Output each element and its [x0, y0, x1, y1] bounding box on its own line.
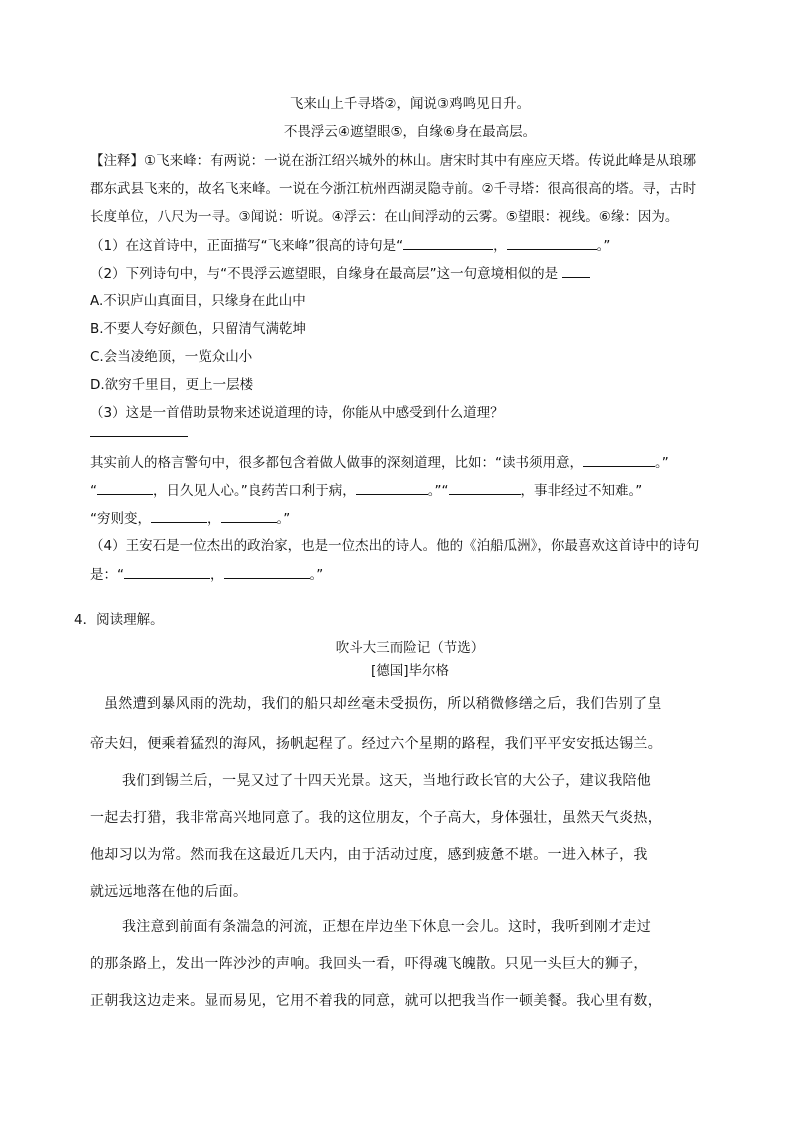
q3-line2-mid: 。”“: [427, 483, 449, 499]
passage-paragraph-2-line-3: 他却习以为常。然而我在这最近几天内，由于活动过度，感到疲惫不堪。一进入林子，我: [90, 847, 648, 863]
q2-option-c: C.会当凌绝顶，一览众山小: [90, 349, 253, 365]
section-4-number: 4．阅读理解。: [74, 612, 164, 628]
q2-option-a: A.不识庐山真面目，只缘身在此山中: [90, 293, 306, 309]
q3-line3-end: 。”: [276, 511, 291, 527]
passage-paragraph-2-line-4: 就远远地落在他的后面。: [90, 884, 248, 900]
q3-blank-3[interactable]: [356, 480, 428, 495]
q4-suffix: 。”: [309, 567, 324, 583]
q3-blank-1[interactable]: [583, 452, 655, 467]
q3-line3-text: “穷则变，: [90, 511, 151, 527]
q1-sep: ，: [493, 238, 507, 254]
notes-line-3: 长度单位，八尺为一寻。③闻说：听说。④浮云：在山间浮动的云雾。⑤望眼：视线。⑥缘：因为。: [90, 209, 679, 225]
q2-option-b: B.不要人夸好颜色，只留清气满乾坤: [90, 321, 307, 337]
poem-line-2: 不畏浮云④遮望眼⑤，自缘⑥身在最高层。: [283, 124, 537, 140]
q3-line1-end: 。”: [655, 455, 669, 471]
notes-line-1: 【注释】①飞来峰：有两说：一说在浙江绍兴城外的林山。唐宋时其中有座应天塔。传说此峰是从琅琊: [90, 153, 697, 169]
passage-paragraph-3-line-1: 我注意到前面有条湍急的河流，正想在岸边坐下休息一会儿。这时，我听到刚才走过: [122, 919, 652, 935]
passage-paragraph-2-line-1: 我们到锡兰后，一晃又过了十四天光景。这天，当地行政长官的大公子，建议我陪他: [122, 773, 652, 789]
passage-paragraph-2-line-2: 一起去打猎，我非常高兴地同意了。我的这位朋友，个子高大，身体强壮，虽然天气炎热，: [90, 810, 662, 826]
question-3: （3）这是一首借助景物来述说道理的诗，你能从中感受到什么道理？: [90, 405, 504, 421]
q3-blank-5[interactable]: [151, 508, 207, 523]
passage-paragraph-3-line-3: 正朝我这边走来。显而易见，它用不着我的同意，就可以把我当作一顿美餐。我心里有数，: [90, 993, 662, 1009]
q4-blank-2[interactable]: [224, 564, 310, 579]
notes-line-2: 郡东武县飞来的，故名飞来峰。一说在今浙江杭州西湖灵隐寺前。②千寻塔：很高很高的塔。寻，古时: [90, 181, 697, 197]
passage-paragraph-1-line-2: 帝夫妇，便乘着猛烈的海风，扬帆起程了。经过六个星期的路程，我们平平安安抵达锡兰。: [90, 736, 662, 752]
q2-text: （2）下列诗句中，与“不畏浮云遮望眼，自缘身在最高层”这一句意境相似的是: [90, 266, 559, 282]
q3-answer-line[interactable]: [90, 436, 188, 437]
q2-answer-blank[interactable]: [562, 263, 590, 278]
q4-sep: ，: [210, 567, 224, 583]
q4-prefix: 是：“: [90, 567, 124, 583]
q3-blank-6[interactable]: [221, 508, 277, 523]
q3-line2-text: ，日久见人心。”良药苦口利于病，: [153, 483, 356, 499]
passage-paragraph-3-line-2: 的那条路上，发出一阵沙沙的声响。我回头一看，吓得魂飞魄散。只见一头巨大的狮子，: [90, 956, 648, 972]
question-4-line-2: [90, 564, 730, 585]
q2-option-d: D.欲穷千里目，更上一层楼: [90, 377, 254, 393]
q3-blank-2[interactable]: [97, 480, 153, 495]
passage-title: 吹斗大三而险记（节选）: [335, 640, 485, 656]
question-2: [90, 263, 730, 284]
passage-paragraph-1-line-1: 虽然遭到暴风雨的洗劫，我们的船只却丝毫未受损伤，所以稍微修缮之后，我们告别了皇: [104, 696, 662, 712]
q1-answer-blank-1[interactable]: [403, 235, 493, 250]
q3-line2-open: “: [90, 483, 97, 499]
q3-line3-sep: ，: [207, 511, 221, 527]
q3-line2-end: ，事非经过不知难。”: [520, 483, 643, 499]
q4-blank-1[interactable]: [124, 564, 210, 579]
question-4: （4）王安石是一位杰出的政治家，也是一位杰出的诗人。他的《泊船瓜洲》，你最喜欢这首诗中的诗句: [90, 538, 700, 554]
q3-proverbs-line-2: [90, 480, 730, 501]
q3-proverbs-line-3: [90, 508, 730, 529]
q1-prefix: （1）在这首诗中，正面描写“飞来峰”很高的诗句是“: [90, 238, 404, 254]
q3-proverbs-line-1: [90, 452, 730, 473]
q1-answer-blank-2[interactable]: [507, 235, 597, 250]
question-1: [90, 235, 730, 256]
q3-line1-text: 其实前人的格言警句中，很多都包含着做人做事的深刻道理，比如：“读书须用意，: [90, 455, 583, 471]
passage-author: [德国]毕尔格: [370, 663, 450, 679]
q3-blank-4[interactable]: [449, 480, 521, 495]
q1-suffix: 。”: [596, 238, 611, 254]
poem-line-1: 飞来山上千寻塔②，闻说③鸡鸣见日升。: [289, 96, 531, 112]
